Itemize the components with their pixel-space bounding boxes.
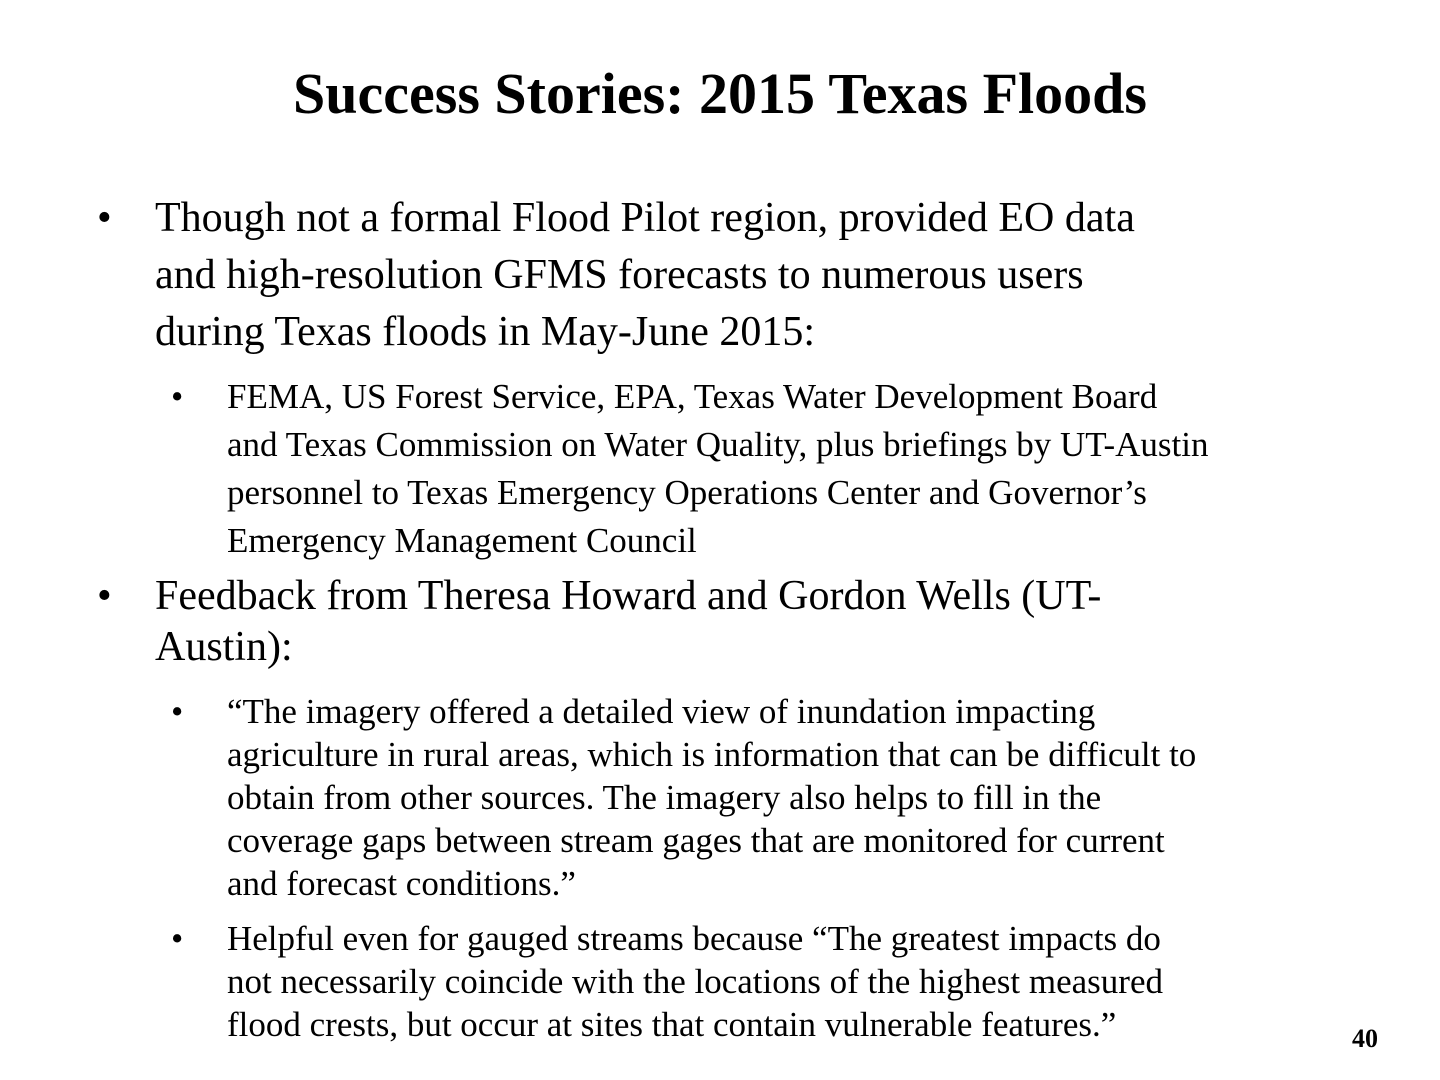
bullet-line: coverage gaps between stream gages that are monitored for current [227, 821, 1165, 860]
bullet-line: during Texas floods in May-June 2015: [155, 309, 816, 355]
bullet-marker: • [171, 692, 184, 731]
bullet-line: not necessarily coincide with the locations of the highest measured [227, 962, 1163, 1001]
bullet-gauged-streams [171, 917, 1163, 1046]
bullet-eo-data-provided [97, 190, 1135, 361]
bullet-marker: • [97, 573, 112, 619]
bullet-line: flood crests, but occur at sites that contain vulnerable features.” [227, 1005, 1117, 1044]
bullet-line: Though not a formal Flood Pilot region, provided EO data [155, 195, 1135, 241]
bullet-line: FEMA, US Forest Service, EPA, Texas Water Development Board [227, 377, 1158, 416]
bullet-line: and high-resolution GFMS forecasts to numerous users [155, 252, 1084, 298]
bullet-line: “The imagery offered a detailed view of inundation impacting [227, 692, 1096, 731]
bullet-line: and forecast conditions.” [227, 864, 576, 903]
bullet-imagery-quote [171, 690, 1197, 905]
bullet-agencies [171, 373, 1209, 565]
bullet-feedback [97, 571, 1102, 673]
bullet-line: personnel to Texas Emergency Operations Center and Governor’s [227, 473, 1147, 512]
bullet-line: obtain from other sources. The imagery also helps to fill in the [227, 778, 1102, 817]
slide-title: Success Stories: 2015 Texas Floods [293, 61, 1147, 126]
bullet-line: Feedback from Theresa Howard and Gordon Wells (UT- [155, 573, 1102, 619]
bullet-line: Emergency Management Council [227, 521, 697, 560]
bullet-line: Helpful even for gauged streams because “The greatest impacts do [227, 919, 1161, 958]
bullet-line: Austin): [155, 624, 293, 670]
page-number: 40 [1352, 1024, 1378, 1053]
bullet-line: agriculture in rural areas, which is information that can be difficult to [227, 735, 1197, 774]
bullet-marker: • [97, 195, 112, 241]
bullet-line: and Texas Commission on Water Quality, plus briefings by UT-Austin [227, 425, 1209, 464]
bullet-marker: • [171, 919, 184, 958]
bullet-marker: • [171, 377, 184, 416]
